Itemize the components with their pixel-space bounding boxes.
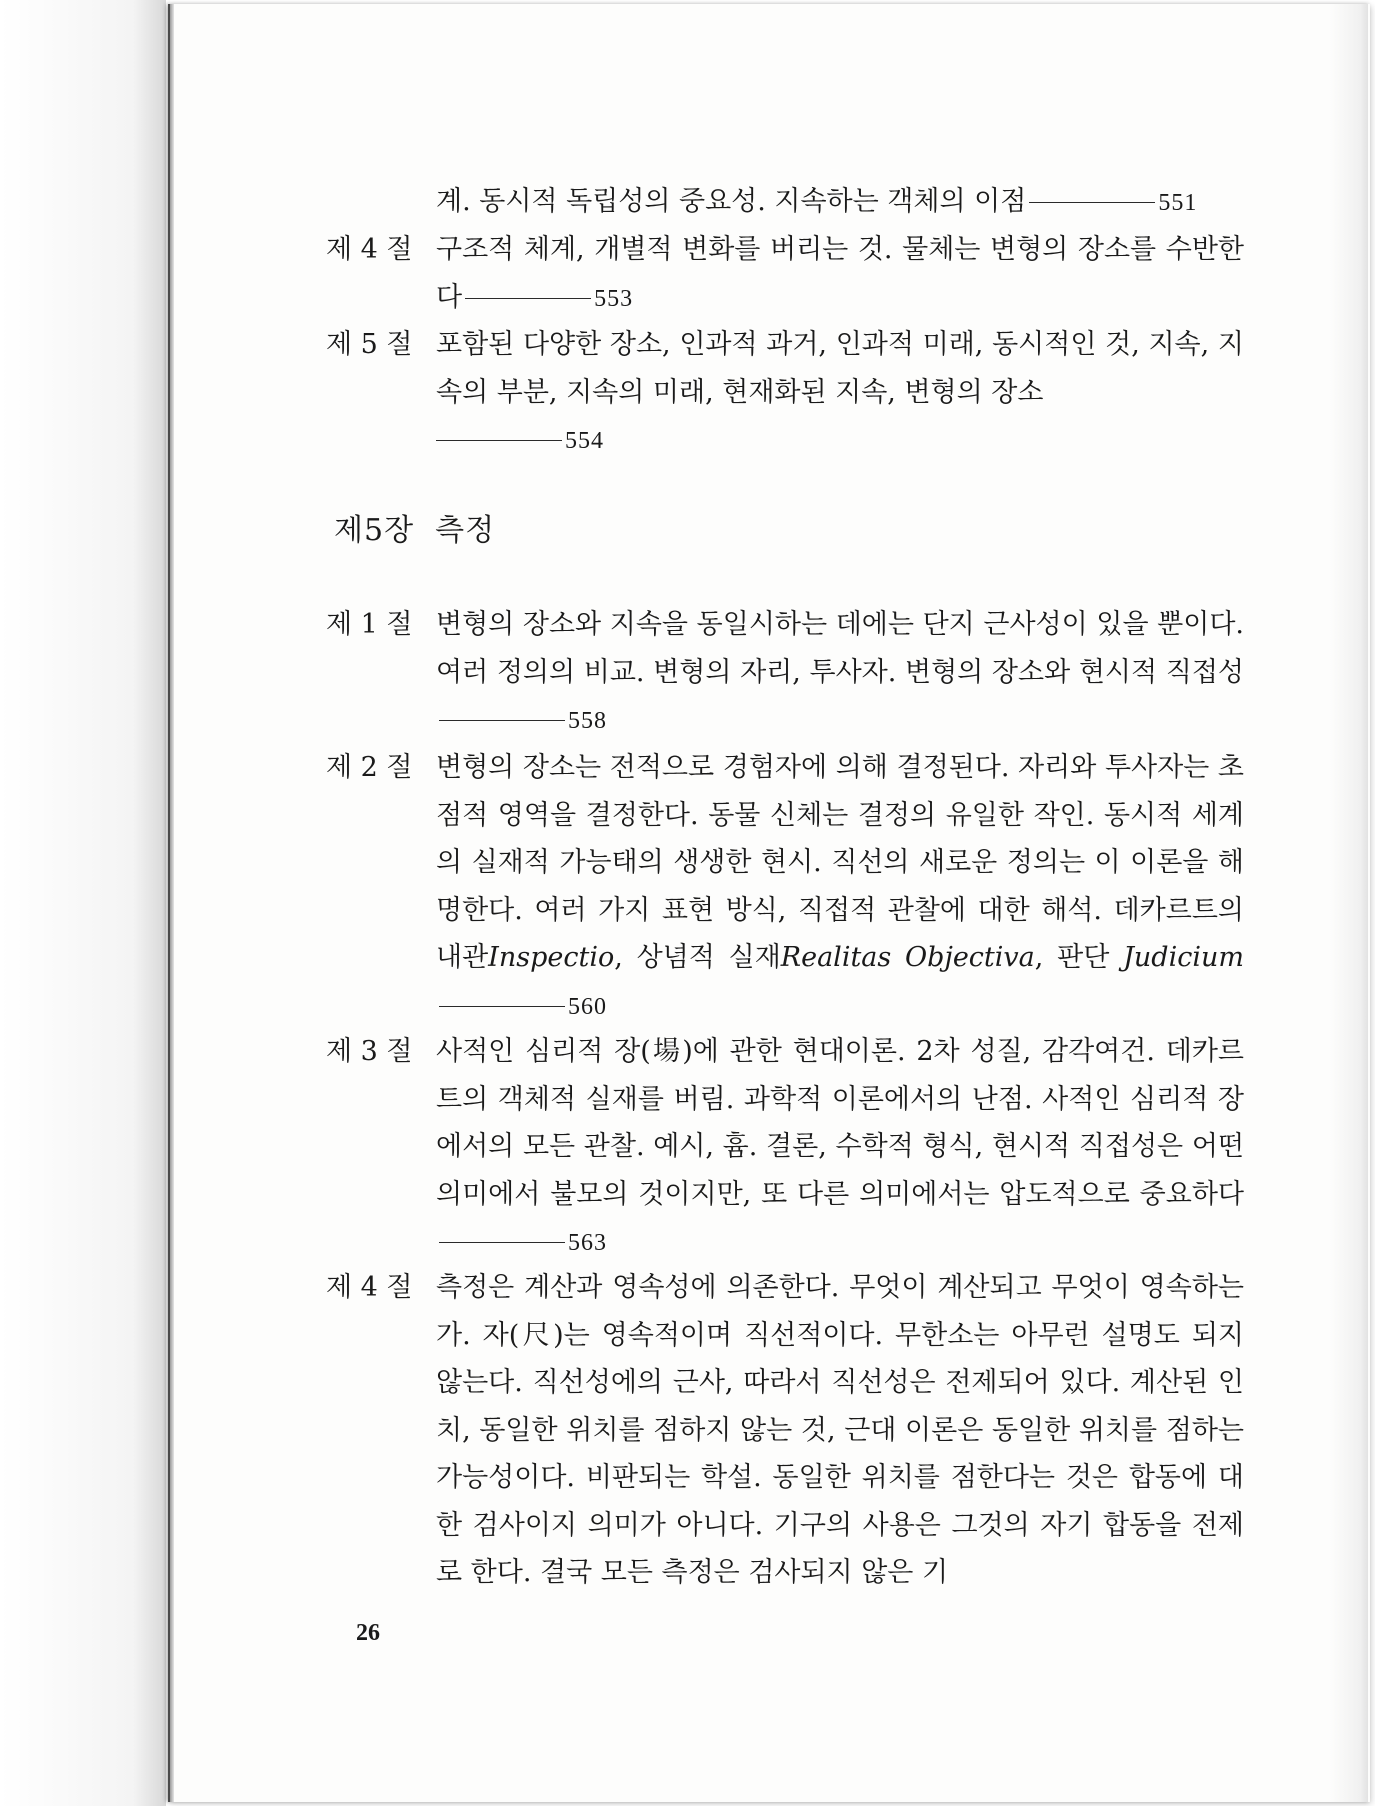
toc-page-number: 553 (594, 285, 634, 312)
page-right-shadow (1330, 4, 1368, 1802)
toc-entry-label: 제 1 절 (326, 609, 413, 640)
toc-page-number: 554 (565, 428, 604, 454)
toc-entry-text: , 상념적 실재 (614, 942, 781, 973)
toc-entry-section-5 (326, 321, 1246, 466)
toc-entry-label: 제 2 절 (326, 752, 413, 783)
toc-entry-ch5-section-4 (326, 1264, 1246, 1597)
page-binding-edge (170, 4, 174, 1802)
toc-entry-text: 측정은 계산과 영속성에 의존한다. 무엇이 계산되고 무엇이 영속하는가. 자(尺)는 영속적이며 직선적이다. 무한소는 아무런 설명도 되지 않는다. 직선성에의 근사, 따라서 직선성은 전제되어 있다. 계산된 인치, 동일한 위치를 점하지 않는 것, 근대 이론은 동일한 위치를 점하는 가능성이다. 비판되는 학설. 동일한 위치를 점한다는 것은 합동에 대한 검사이지 의미가 아니다. 기구의 사용은 그것의 자기 합동을 전제로 한다. 결국 모든 측정은 검사되지 않은 기 (436, 1272, 1244, 1588)
viewer-background (0, 0, 166, 1806)
chapter-title: 측정 (435, 513, 496, 548)
toc-entry-text: 사적인 심리적 장(場)에 관한 현대이론. 2차 성질, 감각여건. 데카르트의 객체적 실재를 버림. 과학적 이론에서의 난점. 사적인 심리적 장에서의 모든 관찰. 예시, 흄. 결론, 수학적 형식, 현시적 직접성은 어떤 의미에서 불모의 것이지만, 또 다른 의미에서는 압도적으로 중요하다 (436, 1036, 1244, 1210)
leader-line (439, 1006, 565, 1007)
toc-entry-continued (326, 178, 1246, 228)
toc-entry-text: 변형의 장소와 지속을 동일시하는 데에는 단지 근사성이 있을 뿐이다. 여러 정의의 비교. 변형의 자리, 투사자. 변형의 장소와 현시적 직접성 (436, 609, 1244, 688)
toc-entry-ch5-section-3 (326, 1028, 1246, 1268)
page-folio-number: 26 (356, 1620, 380, 1646)
toc-page-number: 560 (568, 993, 607, 1020)
toc-entry-label: 제 4 절 (326, 234, 413, 265)
leader-line (465, 298, 591, 299)
chapter-heading (334, 505, 495, 549)
toc-entry-text: 계. 동시적 독립성의 중요성. 지속하는 객체의 이점 (436, 186, 1027, 217)
toc-page-number: 551 (1158, 190, 1198, 216)
leader-line (439, 1242, 565, 1243)
toc-entry-text: 포함된 다양한 장소, 인과적 과거, 인과적 미래, 동시적인 것, 지속, 지속의 부분, 지속의 미래, 현재화된 지속, 변형의 장소 (436, 329, 1244, 408)
toc-entry-text: 변형의 장소는 전적으로 경험자에 의해 결정된다. 자리와 투사자는 초점적 영역을 결정한다. 동물 신체는 결정의 유일한 작인. 동시적 세계의 실재적 가능태의 생생한 현시. 직선의 새로운 정의는 이 이론을 해명한다. 여러 가지 표현 방식, 직접적 관찰에 대한 해석. 데카르트의 내관 (436, 752, 1244, 973)
toc-entry-ch5-section-1 (326, 601, 1246, 746)
toc-entry-latin-term: Inspectio (488, 942, 615, 973)
toc-entry-label: 제 4 절 (326, 1272, 413, 1303)
leader-line (436, 440, 562, 441)
toc-entry-ch5-section-2 (326, 744, 1246, 1031)
toc-entry-label: 제 3 절 (326, 1036, 413, 1067)
toc-entry-latin-term: Realitas Objectiva (780, 942, 1035, 973)
toc-page-number: 563 (568, 1230, 607, 1256)
toc-entry-label: 제 5 절 (326, 329, 413, 360)
leader-line (1029, 202, 1155, 203)
chapter-label: 제5장 (334, 513, 415, 548)
toc-entry-text: , 판단 (1034, 942, 1124, 973)
leader-line (439, 720, 565, 721)
toc-page-number: 558 (568, 708, 607, 734)
toc-entry-section-4 (326, 226, 1246, 323)
toc-entry-text: 구조적 체계, 개별적 변화를 버리는 것. 물체는 변형의 장소를 수반한다 (436, 234, 1244, 313)
toc-entry-latin-term: Judicium (1123, 942, 1244, 973)
